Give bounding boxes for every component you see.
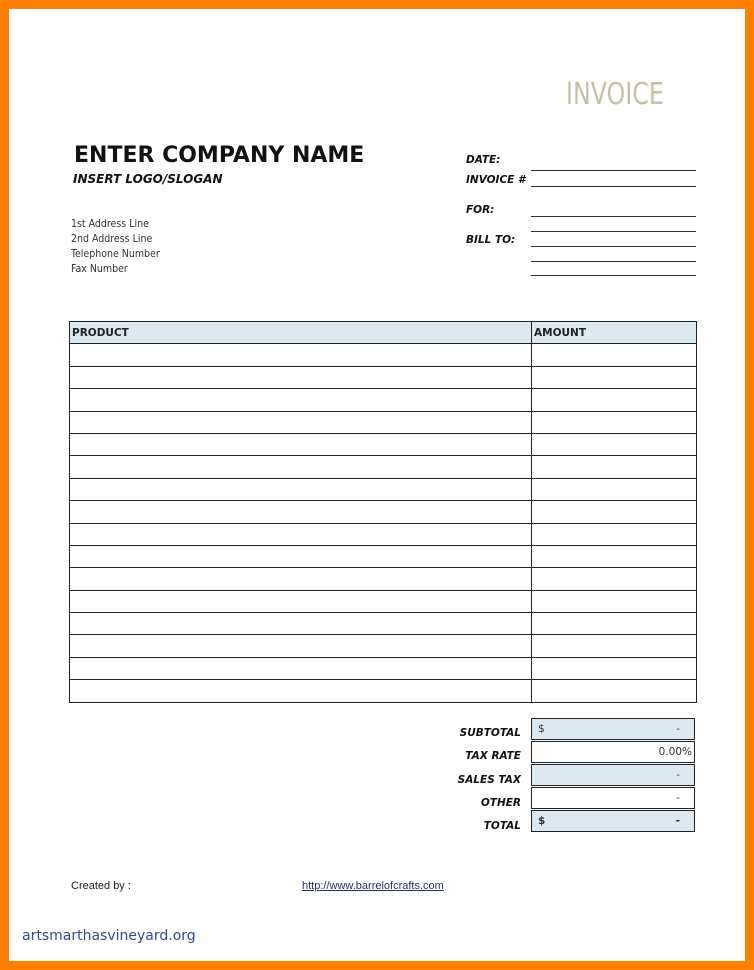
product-column-header: PRODUCT <box>70 322 532 344</box>
amount-cell[interactable] <box>532 433 697 455</box>
date-field[interactable] <box>531 170 696 171</box>
amount-cell[interactable] <box>532 389 697 411</box>
product-cell[interactable] <box>70 568 532 590</box>
other-field[interactable] <box>531 787 695 809</box>
sales-tax-label: SALES TAX <box>457 774 521 786</box>
total-value: - <box>675 815 680 827</box>
product-cell[interactable] <box>70 411 532 433</box>
table-row <box>70 411 697 433</box>
amount-cell[interactable] <box>532 568 697 590</box>
table-row <box>70 613 697 635</box>
table-row <box>70 657 697 679</box>
product-cell[interactable] <box>70 389 532 411</box>
product-cell[interactable] <box>70 680 532 702</box>
tax-rate-label: TAX RATE <box>465 750 521 762</box>
table-row <box>70 433 697 455</box>
bill-to-field-1[interactable] <box>531 231 696 232</box>
amount-cell[interactable] <box>532 657 697 679</box>
amount-cell[interactable] <box>532 635 697 657</box>
company-name: ENTER COMPANY NAME <box>74 143 365 168</box>
bill-to-label: BILL TO: <box>466 234 516 246</box>
sales-tax-field[interactable] <box>531 764 695 786</box>
bill-to-field-3[interactable] <box>531 261 696 262</box>
amount-cell[interactable] <box>532 680 697 702</box>
total-currency: $ <box>538 815 546 827</box>
amount-cell[interactable] <box>532 344 697 366</box>
telephone-number: Telephone Number <box>71 248 160 260</box>
other-value: - <box>676 792 680 804</box>
bill-to-field-2[interactable] <box>531 246 696 247</box>
table-row <box>70 344 697 366</box>
table-row <box>70 478 697 500</box>
subtotal-field[interactable] <box>531 718 695 740</box>
product-cell[interactable] <box>70 635 532 657</box>
product-cell[interactable] <box>70 613 532 635</box>
for-label: FOR: <box>466 204 495 216</box>
subtotal-value: - <box>676 723 680 735</box>
tax-rate-value: 0.00% <box>658 746 692 758</box>
invoice-number-field[interactable] <box>531 186 696 187</box>
amount-column-header: AMOUNT <box>532 322 697 344</box>
product-cell[interactable] <box>70 657 532 679</box>
subtotal-currency: $ <box>538 723 545 735</box>
amount-cell[interactable] <box>532 478 697 500</box>
amount-cell[interactable] <box>532 501 697 523</box>
address-line-2: 2nd Address Line <box>71 233 153 245</box>
watermark: artsmarthasvineyard.org <box>22 928 196 944</box>
table-row <box>70 680 697 702</box>
product-cell[interactable] <box>70 501 532 523</box>
total-label: TOTAL <box>483 820 521 832</box>
slogan: INSERT LOGO/SLOGAN <box>73 172 223 186</box>
invoice-title: INVOICE <box>566 77 664 112</box>
product-cell[interactable] <box>70 478 532 500</box>
table-row <box>70 366 697 388</box>
date-label: DATE: <box>466 154 501 166</box>
table-row <box>70 456 697 478</box>
product-cell[interactable] <box>70 590 532 612</box>
table-row <box>70 635 697 657</box>
fax-number: Fax Number <box>71 263 128 275</box>
table-row <box>70 501 697 523</box>
invoice-page <box>9 9 745 961</box>
other-label: OTHER <box>480 797 521 809</box>
total-field[interactable] <box>531 810 695 832</box>
product-cell[interactable] <box>70 456 532 478</box>
table-row <box>70 389 697 411</box>
product-cell[interactable] <box>70 344 532 366</box>
product-cell[interactable] <box>70 545 532 567</box>
tax-rate-field[interactable] <box>531 741 695 763</box>
amount-cell[interactable] <box>532 456 697 478</box>
product-cell[interactable] <box>70 433 532 455</box>
amount-cell[interactable] <box>532 411 697 433</box>
subtotal-label: SUBTOTAL <box>459 727 521 739</box>
table-row <box>70 523 697 545</box>
product-cell[interactable] <box>70 523 532 545</box>
amount-cell[interactable] <box>532 613 697 635</box>
amount-cell[interactable] <box>532 590 697 612</box>
table-row <box>70 545 697 567</box>
product-cell[interactable] <box>70 366 532 388</box>
amount-cell[interactable] <box>532 366 697 388</box>
table-row <box>70 590 697 612</box>
barrelofcrafts-link[interactable]: http://www.barrelofcrafts.com <box>302 880 444 892</box>
items-table <box>69 321 697 703</box>
created-by-label: Created by : <box>71 880 131 892</box>
table-row <box>70 568 697 590</box>
for-field[interactable] <box>531 216 696 217</box>
sales-tax-value: - <box>676 769 680 781</box>
amount-cell[interactable] <box>532 545 697 567</box>
invoice-number-label: INVOICE # <box>466 174 526 186</box>
bill-to-field-4[interactable] <box>531 275 696 276</box>
table-header-row <box>70 322 697 344</box>
address-line-1: 1st Address Line <box>71 218 149 230</box>
amount-cell[interactable] <box>532 523 697 545</box>
